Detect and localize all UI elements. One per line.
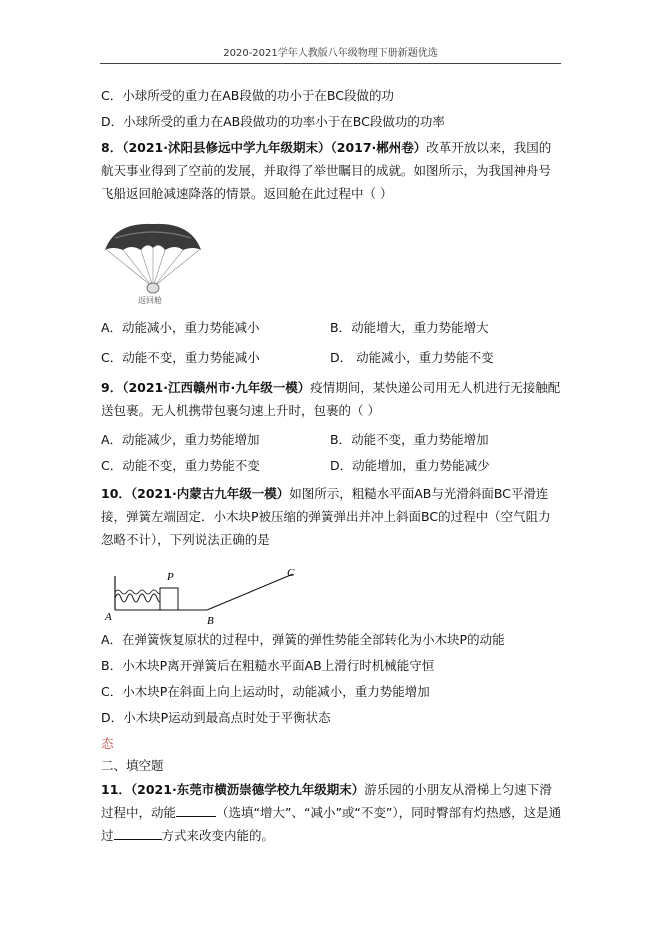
- q11-text-2: （选填“增大”、“减小”或“不变”），同时臀部有灼热感，这是通过: [101, 805, 562, 843]
- return-capsule: [147, 283, 159, 293]
- q9-option-b: B．动能不变，重力势能增加: [330, 432, 489, 447]
- q9-option-d: D．动能增加，重力势能减少: [330, 458, 490, 473]
- q11-blank-1[interactable]: [176, 804, 216, 817]
- parachute-caption: 返回舱: [138, 296, 162, 305]
- q11-source: （2021·东莞市横沥崇德学校九年级期末）: [130, 782, 365, 797]
- q11-blank-2[interactable]: [114, 827, 162, 840]
- parachute-lines: [107, 248, 199, 284]
- q11-text-3: 方式来改变内能的。: [161, 828, 275, 843]
- q10-text: 如图所示，粗糙水平面AB与光滑斜面BC平滑连接，弹簧左端固定．小木块P被压缩的弹簧弹出并冲上斜面BC的过程中（空气阻力忽略不计），下列说法正确的是: [101, 486, 551, 547]
- q7-option-c: C．小球所受的重力在AB段做的功小于在BC段做的功: [101, 88, 394, 103]
- q10-option-d: D．小木块P运动到最高点时处于平衡状态: [101, 710, 331, 725]
- q10-option-c: C．小木块P在斜面上向上运动时，动能减小，重力势能增加: [101, 684, 430, 699]
- q10-option-a: A．在弹簧恢复原状的过程中，弹簧的弹性势能全部转化为小木块P的动能: [101, 632, 505, 647]
- label-a: A: [105, 611, 112, 623]
- q9-option-a: A．动能减少，重力势能增加: [101, 432, 260, 447]
- q9-source: （2021·江西赣州市·九年级一模）: [122, 380, 311, 395]
- q11-stem: [101, 778, 563, 847]
- q10-source: （2021·内蒙古九年级一模）: [130, 486, 290, 501]
- q9-option-c: C．动能不变，重力势能不变: [101, 458, 260, 473]
- q8-option-d: D． 动能减小，重力势能不变: [330, 350, 494, 365]
- incline-bc: [207, 574, 293, 610]
- q10-stem: [101, 482, 563, 551]
- q8-option-b: B．动能增大，重力势能增大: [330, 320, 489, 335]
- q8-text: 改革开放以来，我国的航天事业得到了空前的发展，并取得了举世瞩目的成就。如图所示，为我国神舟号飞船返回舱减速降落的情景。返回舱在此过程中（ ）: [101, 140, 552, 201]
- q9-stem: [101, 376, 563, 422]
- q7-option-d: D．小球所受的重力在AB段做功的功率小于在BC段做功的功率: [101, 114, 445, 129]
- q9-text: 疫情期间，某快递公司用无人机进行无接触配送包裹。无人机携带包裹匀速上升时，包裹的（ ）: [101, 380, 561, 418]
- q8-number: 8．: [101, 140, 123, 155]
- q8-stem: [101, 136, 563, 205]
- section-title: 二、填空题: [101, 758, 164, 773]
- label-p: P: [167, 571, 174, 583]
- q10-number: 10．: [101, 486, 131, 501]
- q8-option-c: C．动能不变，重力势能减小: [101, 350, 260, 365]
- q11-number: 11．: [101, 782, 131, 797]
- incline-figure: [103, 564, 303, 628]
- parachute-figure: [103, 220, 203, 304]
- block-p: [160, 588, 178, 610]
- page-header: 2020-2021学年人教版八年级物理下册新题优选: [100, 44, 561, 64]
- q8-option-a: A．动能减小，重力势能减小: [101, 320, 260, 335]
- q10-option-b: B．小木块P离开弹簧后在粗糙水平面AB上滑行时机械能守恒: [101, 658, 435, 673]
- label-c: C: [287, 567, 295, 579]
- q8-source: （2021·沭阳县修远中学九年级期末）（2017·郴州卷）: [122, 140, 427, 155]
- label-b: B: [207, 615, 214, 627]
- stray-character: 态: [101, 736, 114, 751]
- q9-number: 9．: [101, 380, 123, 395]
- q11-text-1: 游乐园的小朋友从滑梯上匀速下滑过程中，动能: [101, 782, 552, 820]
